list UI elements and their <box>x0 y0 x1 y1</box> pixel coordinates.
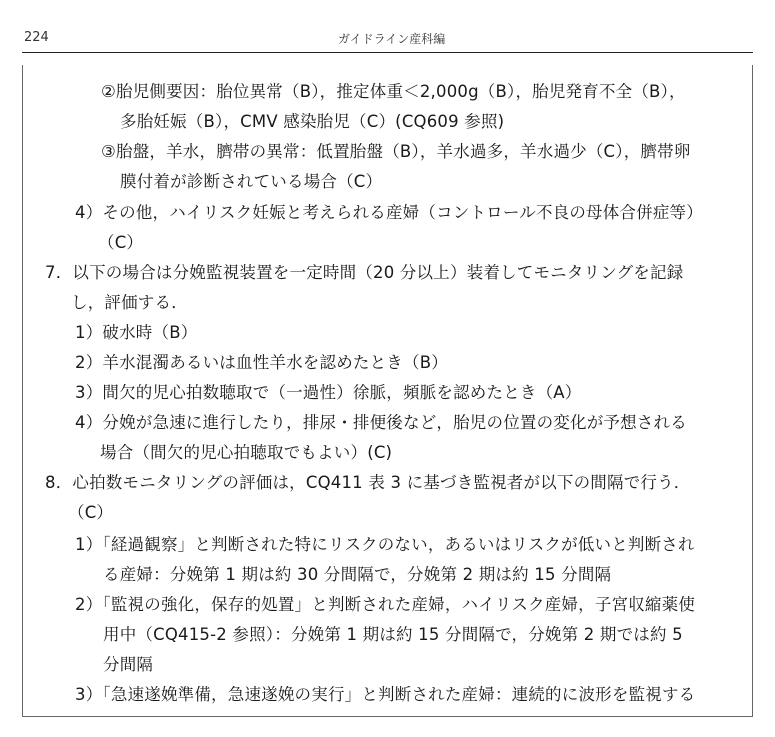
text-line: 2）羊水混濁あるいは血性羊水を認めたとき（B） <box>75 353 448 372</box>
text-line: （C） <box>98 233 144 252</box>
text-line: （C） <box>68 503 114 522</box>
text-line: 2）「監視の強化，保存的処置」と判断された産婦，ハイリスク産婦，子宮収縮薬使 <box>75 595 696 614</box>
text-line: ②胎児側要因：胎位異常（B），推定体重＜2,000g（B），胎児発育不全（B）， <box>101 82 686 101</box>
page-number: 224 <box>24 30 49 45</box>
text-line: 多胎妊娠（B），CMV 感染胎児（C）(CQ609 参照) <box>120 112 505 131</box>
text-line: 8．心拍数モニタリングの評価は，CQ411 表 3 に基づき監視者が以下の間隔で行う． <box>45 473 691 492</box>
running-title: ガイドライン産科編 <box>338 32 446 46</box>
text-line: 膜付着が診断されている場合（C） <box>120 172 383 191</box>
text-line: 用中（CQ415-2 参照）：分娩第 1 期は約 15 分間隔で，分娩第 2 期では約 5 <box>103 625 683 644</box>
text-line: ③胎盤，羊水，臍帯の異常：低置胎盤（B），羊水過多，羊水過少（C），臍帯卵 <box>101 142 691 161</box>
text-line: 7．以下の場合は分娩監視装置を一定時間（20 分以上）装着してモニタリングを記録 <box>45 263 684 282</box>
text-line: る産婦：分娩第 1 期は約 30 分間隔で，分娩第 2 期は約 15 分間隔 <box>103 565 612 584</box>
text-line: 4）分娩が急速に進行したり，排尿・排便後など，胎児の位置の変化が予想される <box>75 413 687 432</box>
text-line: し，評価する． <box>71 293 188 312</box>
text-line: 1）「経過観察」と判断された特にリスクのない，あるいはリスクが低いと判断され <box>75 535 695 554</box>
text-line: 分間隔 <box>103 655 154 674</box>
text-line: 3）「急速遂娩準備，急速遂娩の実行」と判断された産婦：連続的に波形を監視する <box>75 685 696 704</box>
text-line: 1）破水時（B） <box>75 323 198 342</box>
text-line: 3）間欠的児心拍数聴取で（一過性）徐脈，頻脈を認めたとき（A） <box>75 383 582 402</box>
header-rule <box>22 52 753 53</box>
text-line: 4）その他，ハイリスク妊娠と考えられる産婦（コントロール不良の母体合併症等） <box>75 203 703 222</box>
text-line: 場合（間欠的児心拍聴取でもよい）(C) <box>100 443 393 462</box>
